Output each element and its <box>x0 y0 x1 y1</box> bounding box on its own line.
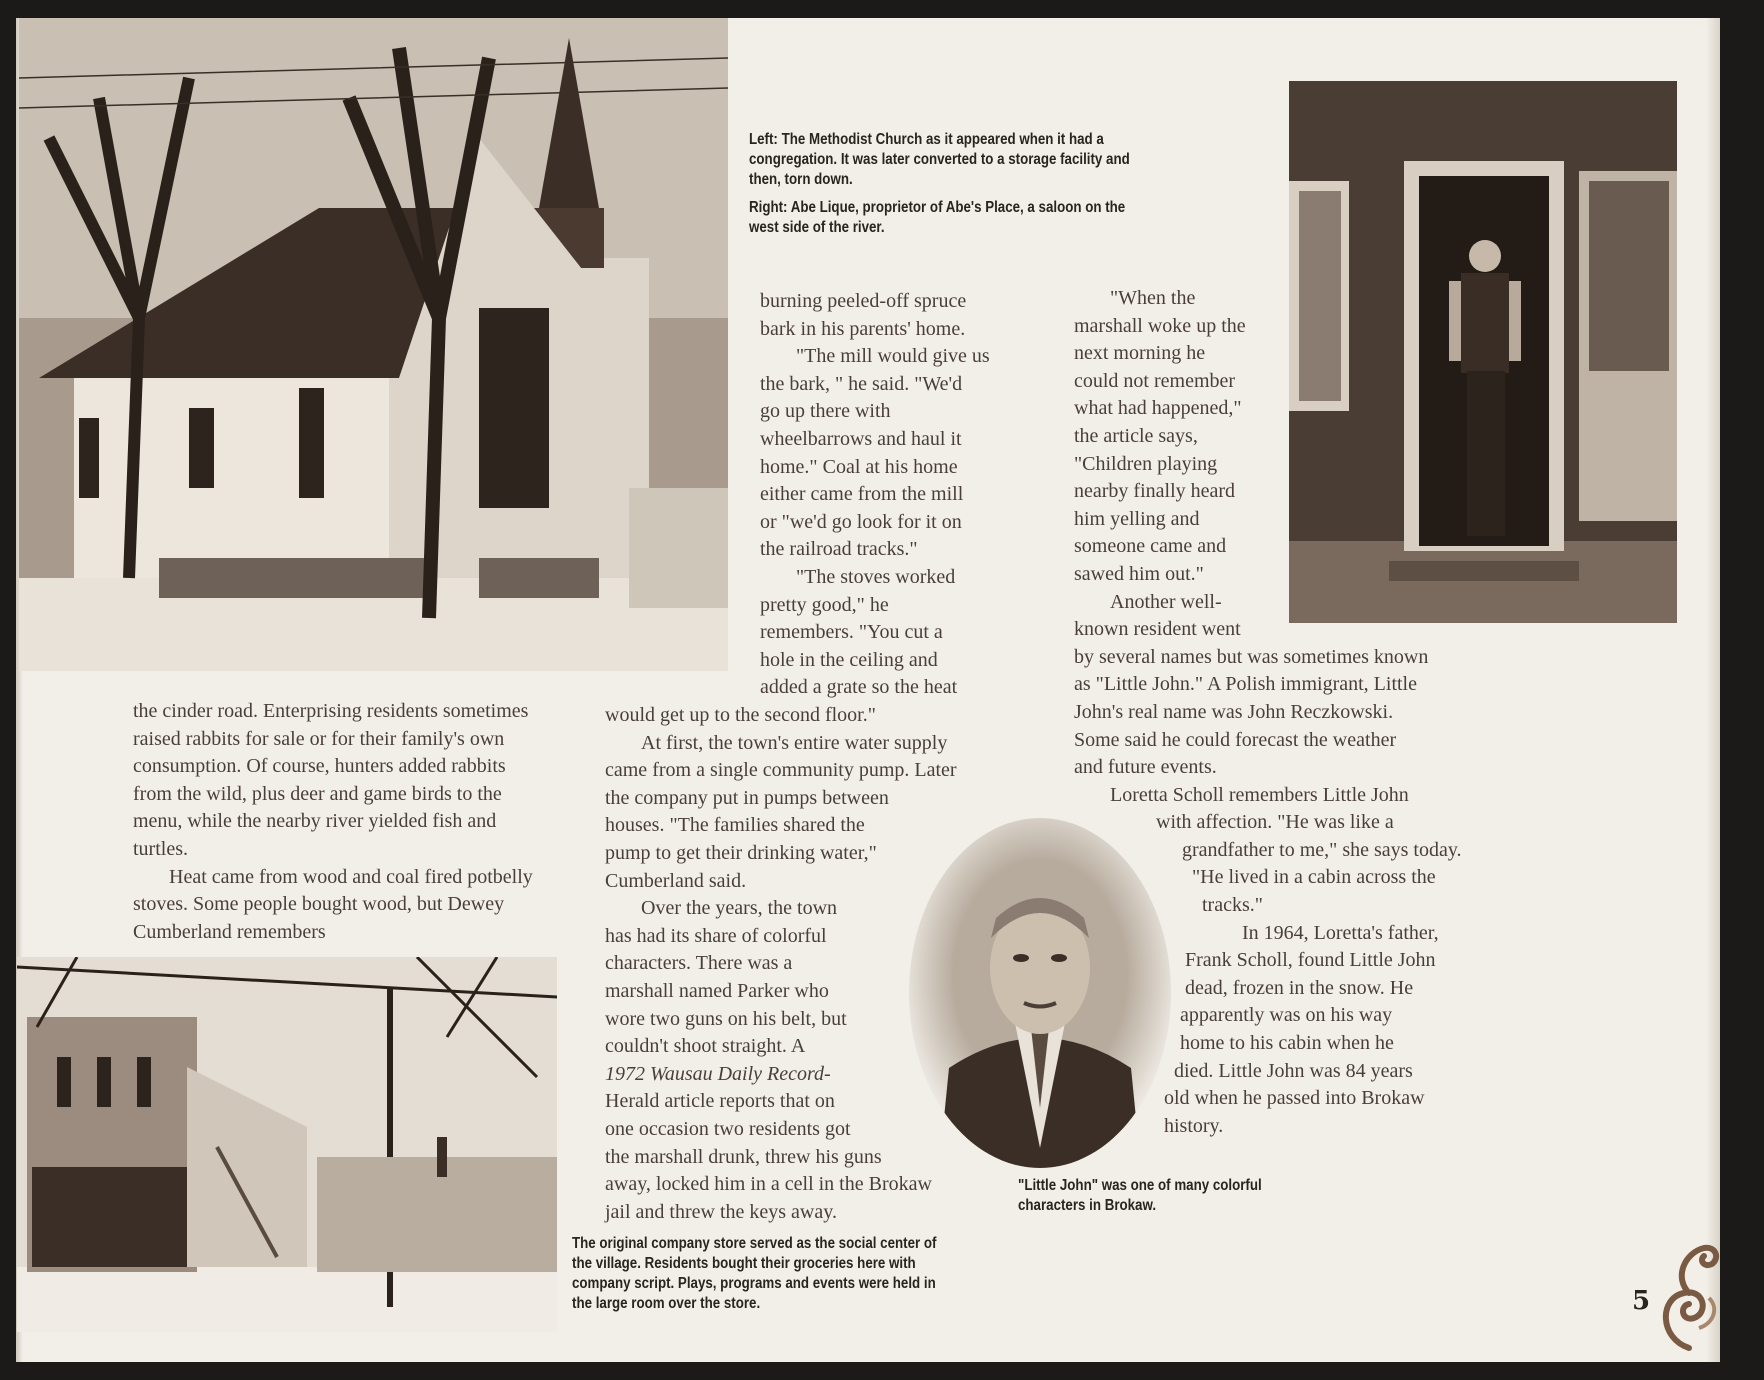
mid-line: wheelbarrows and haul it <box>760 427 962 450</box>
mid-line: jail and threw the keys away. <box>605 1200 837 1223</box>
left-text-column <box>133 698 548 946</box>
mid-line: Cumberland said. <box>605 869 747 892</box>
store-caption <box>572 1234 950 1322</box>
mid-line: characters. There was a <box>605 952 793 975</box>
mid-line: At first, the town's entire water supply <box>641 731 948 754</box>
right-line: him yelling and <box>1074 507 1200 530</box>
right-line: tracks." <box>1202 894 1263 917</box>
right-text-column <box>1074 285 1504 1140</box>
right-line: Loretta Scholl remembers Little John <box>1110 783 1409 806</box>
mid-line: remembers. "You cut a <box>760 621 943 644</box>
mid-line: the marshall drunk, threw his guns <box>605 1145 882 1168</box>
right-line: Another well- <box>1110 590 1222 613</box>
mid-line: would get up to the second floor." <box>605 704 876 726</box>
right-line: "When the <box>1110 287 1196 309</box>
mid-line: houses. "The families shared the <box>605 814 865 837</box>
right-line: died. Little John was 84 years <box>1174 1059 1413 1082</box>
magazine-page <box>16 18 1720 1362</box>
mid-line: has had its share of colorful <box>605 924 827 947</box>
mid-line: 1972 Wausau Daily Record- <box>605 1062 831 1085</box>
abe-caption: Right: Abe Lique, proprietor of Abe's Place, a saloon on the west side of the river. <box>749 199 1126 236</box>
right-line: In 1964, Loretta's father, <box>1242 921 1439 944</box>
mid-line: home." Coal at his home <box>760 455 958 478</box>
right-line: Frank Scholl, found Little John <box>1185 949 1436 972</box>
mid-line: "The mill would give us <box>796 345 990 368</box>
mid-line: Over the years, the town <box>641 897 838 920</box>
mid-line: pump to get their drinking water," <box>605 841 877 864</box>
right-line: with affection. "He was like a <box>1156 811 1394 834</box>
right-line: could not remember <box>1074 369 1236 392</box>
right-line: next morning he <box>1074 342 1206 365</box>
mid-line: hole in the ceiling and <box>760 648 938 671</box>
mid-line: "The stoves worked <box>796 565 956 588</box>
company-store-photo <box>17 957 557 1332</box>
right-line: marshall woke up the <box>1074 314 1246 337</box>
right-line: the article says, <box>1074 424 1198 447</box>
mid-line: the company put in pumps between <box>605 786 889 809</box>
right-line: dead, frozen in the snow. He <box>1185 976 1414 999</box>
little-john-caption-text: "Little John" was one of many colorful characters in Brokaw. <box>1018 1177 1262 1214</box>
mid-line: the bark, " he said. "We'd <box>760 372 963 395</box>
right-line: old when he passed into Brokaw <box>1164 1087 1425 1110</box>
left-paragraph-2: Heat came from wood and coal fired potbelly stoves. Some people bought wood, but Dewey Cumberland remembers <box>133 865 533 943</box>
mid-line: couldn't shoot straight. A <box>605 1035 806 1058</box>
right-line: sawed him out." <box>1074 562 1204 585</box>
page-number: 5 <box>1632 1286 1651 1316</box>
right-line: grandfather to me," she says today. <box>1182 838 1462 861</box>
mid-line: or "we'd go look for it on <box>760 510 962 533</box>
right-line: and future events. <box>1074 756 1217 779</box>
right-line: what had happened," <box>1074 397 1242 420</box>
mid-line: bark in his parents' home. <box>760 317 966 340</box>
right-line: John's real name was John Reczkowski. <box>1074 700 1394 723</box>
mid-line: wore two guns on his belt, but <box>605 1007 847 1030</box>
decorative-flourish-icon <box>1654 1238 1720 1353</box>
middle-text-upper <box>760 288 1030 702</box>
right-line: "Children playing <box>1074 452 1218 475</box>
right-line: apparently was on his way <box>1180 1004 1393 1027</box>
mid-line: came from a single community pump. Later <box>605 759 957 782</box>
church-caption: Left: The Methodist Church as it appeared when it had a congregation. It was later converted to a storage facility and then, torn down. <box>749 131 1130 188</box>
right-line: known resident went <box>1074 618 1241 641</box>
page-edge <box>1706 18 1720 1362</box>
mid-line: one occasion two residents got <box>605 1117 851 1140</box>
mid-line: marshall named Parker who <box>605 979 829 1002</box>
mid-line: pretty good," he <box>760 593 889 616</box>
right-line: nearby finally heard <box>1074 480 1236 503</box>
mid-line: away, locked him in a cell in the Brokaw <box>605 1173 932 1196</box>
right-line: history. <box>1164 1114 1224 1137</box>
mid-line: either came from the mill <box>760 483 964 506</box>
mid-line: added a grate so the heat <box>760 676 958 699</box>
photo-captions-top <box>749 130 1145 246</box>
little-john-caption <box>1018 1176 1293 1224</box>
right-line: home to his cabin when he <box>1180 1032 1394 1055</box>
left-paragraph-1: the cinder road. Enterprising residents sometimes raised rabbits for sale or for their family's own consumption. Of course, hunters added rabbits from the wild, plus deer and game birds to the menu, while the nearby river yielded fish and turtles. <box>133 700 529 860</box>
mid-line: the railroad tracks." <box>760 538 918 561</box>
right-line: by several names but was sometimes known <box>1074 645 1429 668</box>
mid-line: go up there with <box>760 400 891 423</box>
right-line: someone came and <box>1074 535 1227 558</box>
mid-line: burning peeled-off spruce <box>760 290 967 312</box>
right-line: "He lived in a cabin across the <box>1192 866 1436 889</box>
methodist-church-photo <box>19 18 728 671</box>
store-caption-text: The original company store served as the social center of the village. Residents bought their groceries here with company script. Plays, programs and events were held in the large room over the store. <box>572 1235 937 1312</box>
right-line: as "Little John." A Polish immigrant, Little <box>1074 673 1417 696</box>
right-line: Some said he could forecast the weather <box>1074 728 1397 751</box>
mid-line: Herald article reports that on <box>605 1090 835 1113</box>
